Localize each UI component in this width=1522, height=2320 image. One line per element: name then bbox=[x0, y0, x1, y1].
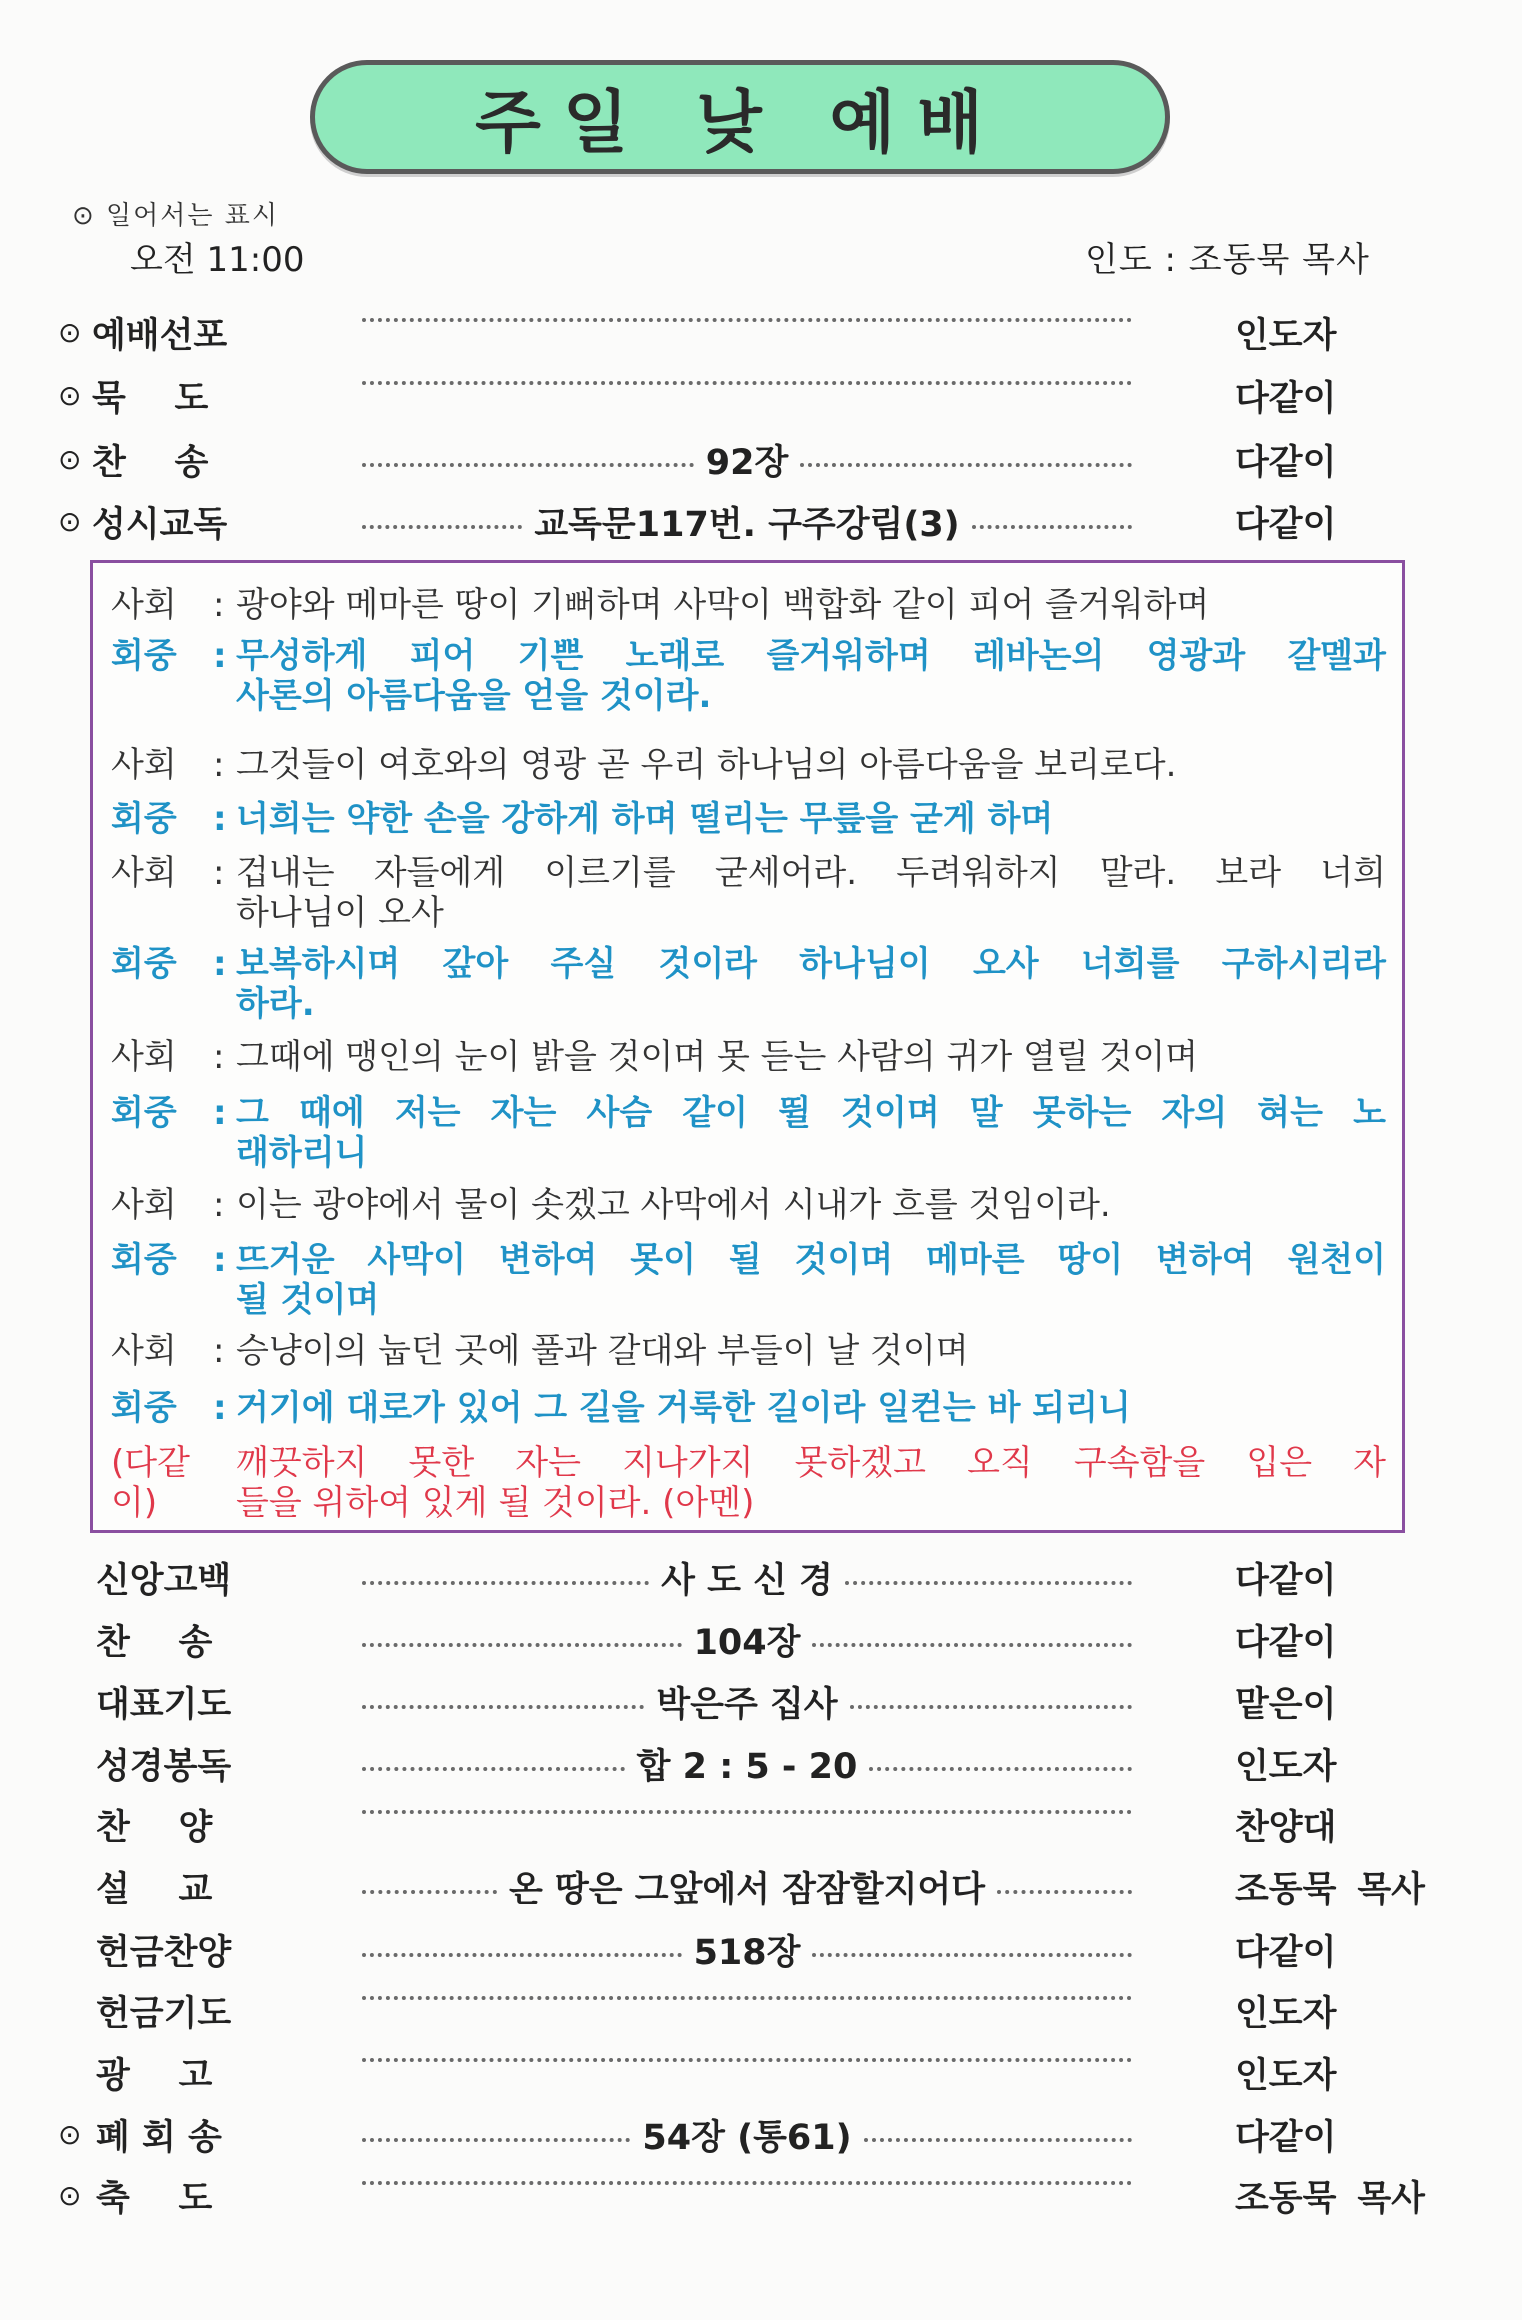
dot-leader bbox=[362, 318, 1132, 322]
speaker-label: 회중 bbox=[111, 944, 177, 984]
dot-leader bbox=[362, 1890, 497, 1894]
dot-leader bbox=[800, 463, 1132, 467]
dot-leader bbox=[362, 463, 694, 467]
dot-leader bbox=[362, 2058, 1132, 2062]
order-item-detail bbox=[362, 1739, 1132, 1789]
order-item-content: 54장 (통61) bbox=[642, 2118, 852, 2158]
dot-leader bbox=[850, 1705, 1132, 1709]
dot-leader bbox=[362, 1705, 644, 1709]
reading-text: 무성하게 피어 기쁜 노래로 즐거워하며 레바논의 영광과 갈멜과 bbox=[236, 636, 1386, 676]
order-item-detail bbox=[362, 1925, 1132, 1975]
order-item-name: 찬 양 bbox=[96, 1808, 213, 1848]
standing-marker-icon: ⊙ bbox=[58, 316, 82, 349]
reading-text: 하나님이 오사 bbox=[236, 893, 444, 933]
order-item-name: 폐 회 송 bbox=[96, 2118, 222, 2158]
order-item-person: 다같이 bbox=[1235, 443, 1337, 483]
order-item-name: 찬 송 bbox=[92, 443, 209, 483]
dot-leader bbox=[362, 1996, 1132, 2000]
order-item-person: 다같이 bbox=[1235, 379, 1337, 419]
standing-marker-icon: ⊙ bbox=[58, 443, 82, 476]
dot-leader bbox=[362, 1767, 625, 1771]
speaker-label: 사회 bbox=[111, 1037, 177, 1077]
speaker-colon: : bbox=[213, 1388, 227, 1428]
speaker-colon: : bbox=[213, 853, 225, 893]
dot-leader bbox=[864, 2138, 1132, 2142]
speaker-colon: : bbox=[213, 1037, 225, 1077]
service-leader: 인도 : 조동묵 목사 bbox=[1085, 240, 1370, 280]
order-row bbox=[0, 2048, 1522, 2098]
reading-text: 거기에 대로가 있어 그 길을 거룩한 길이라 일컫는 바 되리니 bbox=[236, 1388, 1131, 1428]
speaker-label: 사회 bbox=[111, 585, 177, 625]
order-row bbox=[0, 371, 1522, 421]
speaker-label: 회중 bbox=[111, 636, 177, 676]
order-row bbox=[0, 2110, 1522, 2160]
speaker-label: 회중 bbox=[111, 1240, 177, 1280]
order-item-content: 518장 bbox=[693, 1933, 801, 1973]
order-item-name: 광 고 bbox=[96, 2056, 213, 2096]
reading-text: 래하리니 bbox=[236, 1133, 368, 1173]
standing-note: ⊙ 일어서는 표시 bbox=[72, 201, 280, 231]
reading-text: 승냥이의 눕던 곳에 풀과 갈대와 부들이 날 것이며 bbox=[236, 1331, 969, 1371]
standing-marker-icon: ⊙ bbox=[58, 2179, 82, 2212]
dot-leader bbox=[362, 381, 1132, 385]
order-item-person: 다같이 bbox=[1235, 1933, 1337, 1973]
order-item-detail bbox=[362, 1677, 1132, 1727]
speaker-colon: : bbox=[213, 1093, 227, 1133]
order-row bbox=[0, 497, 1522, 547]
speaker-colon: : bbox=[213, 1331, 225, 1371]
speaker-label: 사회 bbox=[111, 745, 177, 785]
speaker-colon: : bbox=[213, 636, 227, 676]
speaker-label: 회중 bbox=[111, 799, 177, 839]
reading-text: 깨끗하지 못한 자는 지나가지 못하겠고 오직 구속함을 입은 자 bbox=[236, 1443, 1386, 1483]
order-item-person: 인도자 bbox=[1235, 2056, 1337, 2096]
order-item-person: 인도자 bbox=[1235, 1747, 1337, 1787]
order-item-content: 교독문117번. 구주강림(3) bbox=[534, 505, 960, 545]
order-item-content: 사 도 신 경 bbox=[661, 1561, 833, 1601]
order-item-detail bbox=[362, 371, 1132, 385]
reading-text: 보복하시며 갚아 주실 것이라 하나님이 오사 너희를 구하시리라 bbox=[236, 944, 1386, 984]
speaker-label: 회중 bbox=[111, 1093, 177, 1133]
order-row bbox=[0, 1553, 1522, 1603]
reading-text: 뜨거운 사막이 변하여 못이 될 것이며 메마른 땅이 변하여 원천이 bbox=[236, 1240, 1386, 1280]
order-row bbox=[0, 2171, 1522, 2221]
dot-leader bbox=[869, 1767, 1132, 1771]
speaker-label: 사회 bbox=[111, 1185, 177, 1225]
order-row bbox=[0, 1739, 1522, 1789]
order-row bbox=[0, 1986, 1522, 2036]
order-item-name: 성시교독 bbox=[92, 505, 228, 545]
order-item-detail bbox=[362, 2110, 1132, 2160]
speaker-label: 사회 bbox=[111, 853, 177, 893]
reading-text: 될 것이며 bbox=[236, 1280, 380, 1320]
order-row bbox=[0, 1800, 1522, 1850]
order-row bbox=[0, 308, 1522, 358]
dot-leader bbox=[362, 2138, 630, 2142]
speaker-label: 회중 bbox=[111, 1388, 177, 1428]
dot-leader bbox=[812, 1643, 1132, 1647]
order-item-content: 104장 bbox=[693, 1623, 801, 1663]
speaker-colon: : bbox=[213, 1185, 225, 1225]
speaker-label: 사회 bbox=[111, 1331, 177, 1371]
reading-text: 하라. bbox=[236, 984, 315, 1024]
order-item-person: 조동묵 목사 bbox=[1235, 2179, 1425, 2219]
order-row bbox=[0, 1862, 1522, 1912]
speaker-colon: : bbox=[213, 745, 225, 785]
order-item-detail bbox=[362, 1553, 1132, 1603]
order-item-person: 다같이 bbox=[1235, 1561, 1337, 1601]
reading-text: 그것들이 여호와의 영광 곧 우리 하나님의 아름다움을 보리로다. bbox=[236, 745, 1177, 785]
order-item-detail bbox=[362, 2171, 1132, 2185]
order-item-name: 헌금찬양 bbox=[96, 1933, 232, 1973]
speaker-colon: : bbox=[213, 585, 225, 625]
standing-marker-icon: ⊙ bbox=[58, 505, 82, 538]
order-item-content: 온 땅은 그앞에서 잠잠할지어다 bbox=[508, 1870, 986, 1910]
order-item-detail bbox=[362, 497, 1132, 547]
title-banner bbox=[310, 60, 1170, 174]
order-item-person: 찬양대 bbox=[1235, 1808, 1337, 1848]
order-item-name: 예배선포 bbox=[92, 316, 228, 356]
reading-text: 들을 위하여 있게 될 것이라. (아멘) bbox=[236, 1483, 755, 1523]
order-item-name: 축 도 bbox=[96, 2179, 213, 2219]
speaker-label: (다같이) bbox=[111, 1443, 190, 1523]
order-item-name: 묵 도 bbox=[92, 379, 209, 419]
dot-leader bbox=[362, 1643, 682, 1647]
speaker-colon: : bbox=[213, 799, 227, 839]
order-row bbox=[0, 435, 1522, 485]
order-item-person: 인도자 bbox=[1235, 316, 1337, 356]
dot-leader bbox=[812, 1953, 1132, 1957]
order-item-detail bbox=[362, 1986, 1132, 2000]
order-row bbox=[0, 1677, 1522, 1727]
dot-leader bbox=[362, 1581, 649, 1585]
reading-text: 너희는 약한 손을 강하게 하며 떨리는 무릎을 굳게 하며 bbox=[236, 799, 1054, 839]
reading-text: 사론의 아름다움을 얻을 것이라. bbox=[236, 676, 712, 716]
order-item-name: 대표기도 bbox=[96, 1685, 232, 1725]
order-item-name: 헌금기도 bbox=[96, 1994, 232, 2034]
order-item-person: 다같이 bbox=[1235, 2118, 1337, 2158]
page-title: 주일 낮 예배 bbox=[475, 83, 1005, 163]
order-item-name: 찬 송 bbox=[96, 1623, 213, 1663]
order-item-person: 인도자 bbox=[1235, 1994, 1337, 2034]
speaker-colon: : bbox=[213, 944, 227, 984]
dot-leader bbox=[362, 1810, 1132, 1814]
order-item-detail bbox=[362, 308, 1132, 322]
reading-text: 겁내는 자들에게 이르기를 굳세어라. 두려워하지 말라. 보라 너희 bbox=[236, 853, 1386, 893]
order-item-content: 합 2 : 5 - 20 bbox=[636, 1747, 858, 1787]
dot-leader bbox=[997, 1890, 1132, 1894]
reading-text: 이는 광야에서 물이 솟겠고 사막에서 시내가 흐를 것임이라. bbox=[236, 1185, 1111, 1225]
order-item-name: 신앙고백 bbox=[96, 1561, 232, 1601]
order-item-detail bbox=[362, 1862, 1132, 1912]
dot-leader bbox=[845, 1581, 1132, 1585]
order-row bbox=[0, 1615, 1522, 1665]
order-item-content: 92장 bbox=[705, 443, 789, 483]
order-item-detail bbox=[362, 1800, 1132, 1814]
speaker-colon: : bbox=[213, 1240, 227, 1280]
service-time: 오전 11:00 bbox=[130, 240, 305, 280]
dot-leader bbox=[362, 1953, 682, 1957]
dot-leader bbox=[362, 525, 522, 529]
order-item-name: 설 교 bbox=[96, 1870, 213, 1910]
order-item-detail bbox=[362, 2048, 1132, 2062]
order-item-person: 맡은이 bbox=[1235, 1685, 1337, 1725]
standing-marker-icon: ⊙ bbox=[58, 379, 82, 412]
order-item-detail bbox=[362, 1615, 1132, 1665]
reading-text: 광야와 메마른 땅이 기뻐하며 사막이 백합화 같이 피어 즐거워하며 bbox=[236, 585, 1210, 625]
order-item-detail bbox=[362, 435, 1132, 485]
order-item-content: 박은주 집사 bbox=[656, 1685, 838, 1725]
order-item-person: 조동묵 목사 bbox=[1235, 1870, 1425, 1910]
dot-leader bbox=[362, 2181, 1132, 2185]
dot-leader bbox=[972, 525, 1132, 529]
reading-text: 그때에 맹인의 눈이 밝을 것이며 못 듣는 사람의 귀가 열릴 것이며 bbox=[236, 1037, 1199, 1077]
order-row bbox=[0, 1925, 1522, 1975]
standing-marker-icon: ⊙ bbox=[58, 2118, 82, 2151]
order-item-name: 성경봉독 bbox=[96, 1747, 232, 1787]
order-item-person: 다같이 bbox=[1235, 505, 1337, 545]
responsive-reading-box bbox=[90, 560, 1405, 1533]
reading-text: 그 때에 저는 자는 사슴 같이 뛸 것이며 말 못하는 자의 혀는 노 bbox=[236, 1093, 1386, 1133]
order-item-person: 다같이 bbox=[1235, 1623, 1337, 1663]
